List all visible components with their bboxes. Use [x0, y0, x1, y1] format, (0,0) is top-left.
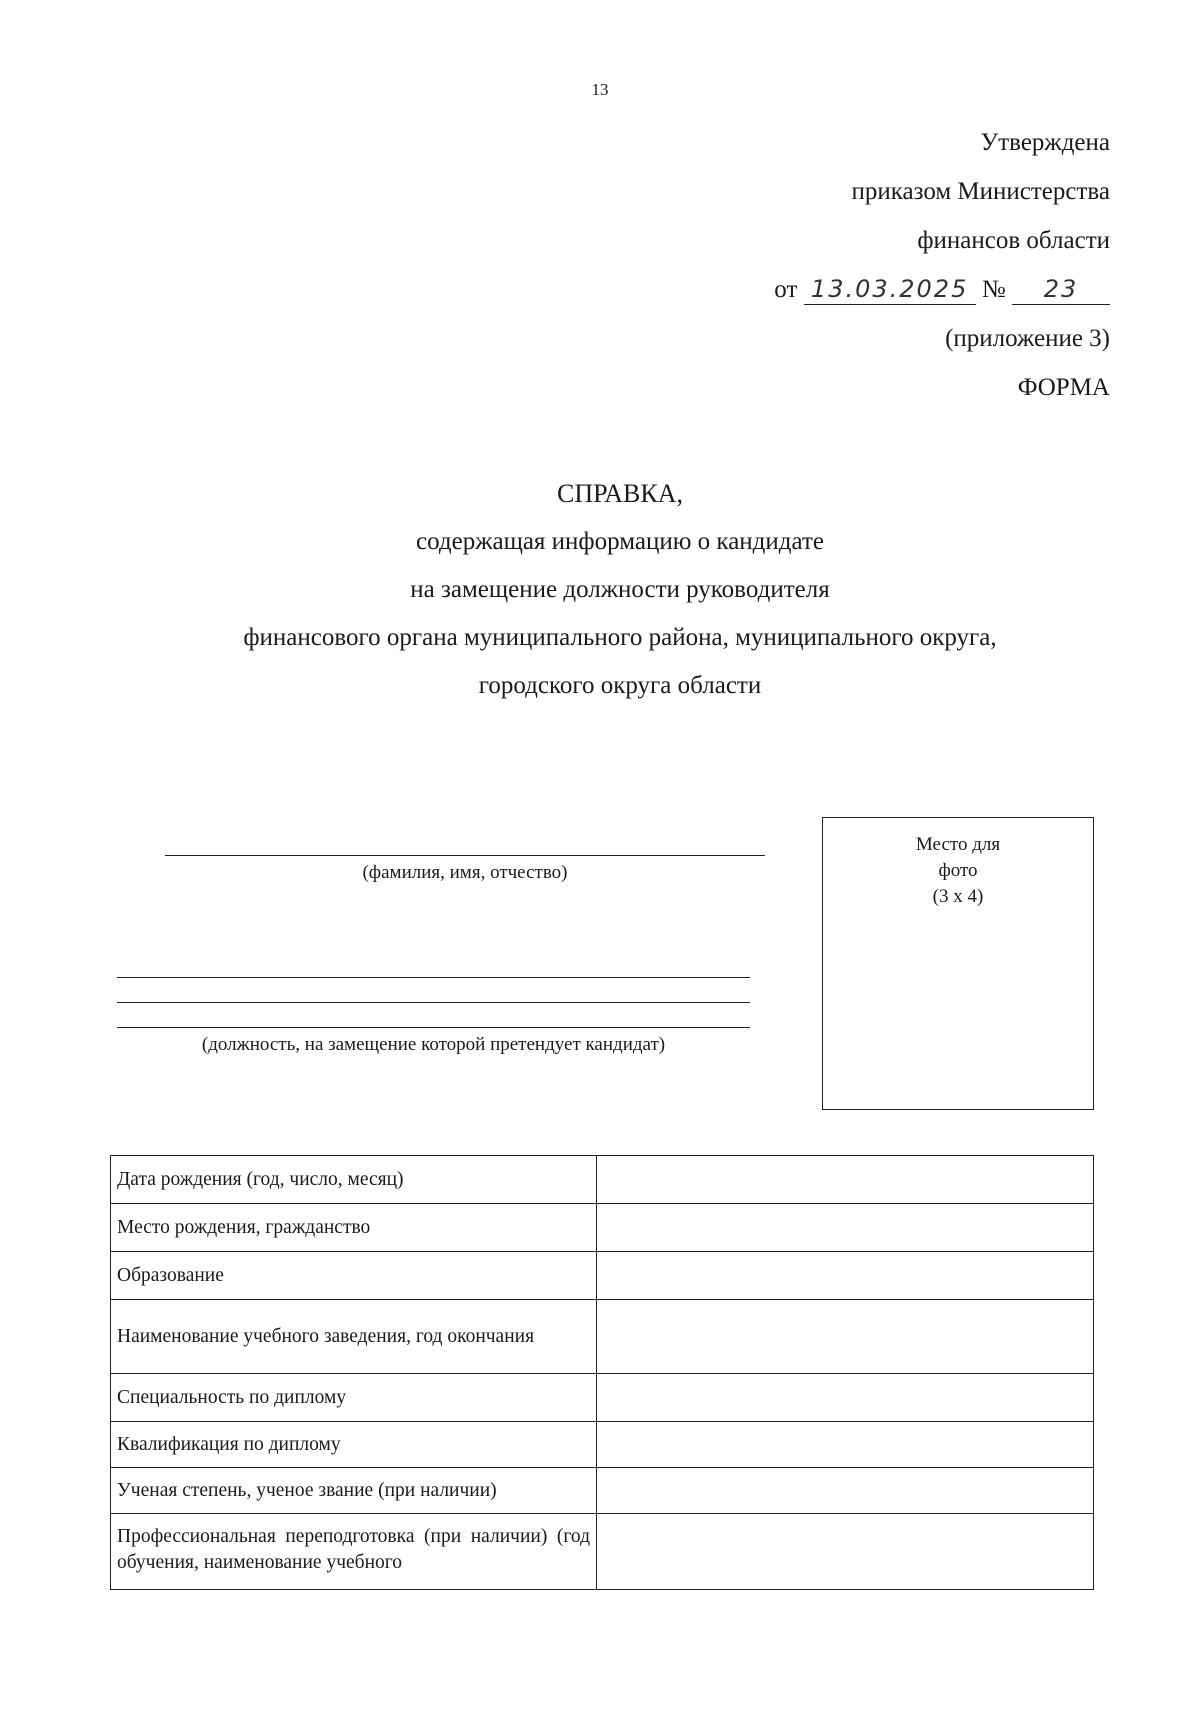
row-value-education[interactable] [597, 1252, 1094, 1300]
approval-block [774, 118, 1110, 412]
appendix-label: (приложение 3) [945, 325, 1110, 352]
title-line-1: содержащая информацию о кандидате [416, 528, 824, 555]
order-date-handwritten: 13.03.2025 [804, 274, 976, 305]
page-number: 13 [591, 80, 609, 99]
photo-label-line-2: фото [938, 860, 978, 881]
table-row [111, 1374, 1094, 1422]
table-row [111, 1300, 1094, 1374]
approval-line-order: приказом Министерства [851, 178, 1110, 205]
title-line-2: на замещение должности руководителя [410, 576, 830, 603]
table-row [111, 1468, 1094, 1514]
row-label-degree: Ученая степень, ученое звание (при наличии) [111, 1468, 597, 1514]
table-row [111, 1204, 1094, 1252]
form-label: ФОРМА [1017, 374, 1110, 401]
row-value-birth-date[interactable] [597, 1156, 1094, 1204]
photo-label-line-1: Место для [915, 834, 1001, 855]
photo-label-line-3: (3 х 4) [932, 886, 984, 907]
candidate-info-table [110, 1155, 1094, 1590]
order-number-handwritten: 23 [1012, 274, 1110, 305]
title-line-4: городского округа области [478, 672, 762, 699]
row-label-retraining: Профессиональная переподготовка (при наличии) (год обучения, наименование учебного [111, 1514, 597, 1590]
row-label-education: Образование [111, 1252, 597, 1300]
row-value-specialty[interactable] [597, 1374, 1094, 1422]
table-row [111, 1252, 1094, 1300]
row-value-qualification[interactable] [597, 1422, 1094, 1468]
title-main: СПРАВКА, [557, 479, 683, 508]
fio-caption: (фамилия, имя, отчество) [362, 862, 568, 883]
from-label: от [774, 276, 798, 303]
table-row [111, 1514, 1094, 1590]
approval-date-number-line [774, 265, 1110, 314]
approval-line-approved: Утверждена [980, 129, 1110, 156]
position-field-line-3[interactable] [117, 1027, 750, 1028]
row-value-retraining[interactable] [597, 1514, 1094, 1590]
position-caption: (должность, на замещение которой претендует кандидат) [201, 1034, 666, 1055]
row-value-institution[interactable] [597, 1300, 1094, 1374]
approval-line-ministry: финансов области [917, 227, 1110, 254]
fio-field-line[interactable] [165, 855, 765, 856]
title-line-3: финансового органа муниципального района, муниципального округа, [243, 624, 997, 651]
row-value-degree[interactable] [597, 1468, 1094, 1514]
row-label-institution: Наименование учебного заведения, год окончания [111, 1300, 597, 1374]
document-title [0, 470, 1200, 710]
photo-placeholder [822, 817, 1094, 1110]
row-label-specialty: Специальность по диплому [111, 1374, 597, 1422]
position-field-line-2[interactable] [117, 1002, 750, 1003]
table-row [111, 1422, 1094, 1468]
number-sign: № [981, 276, 1006, 303]
position-field-line-1[interactable] [117, 977, 750, 978]
row-label-birth-date: Дата рождения (год, число, месяц) [111, 1156, 597, 1204]
row-label-qualification: Квалификация по диплому [111, 1422, 597, 1468]
table-row [111, 1156, 1094, 1204]
row-label-birth-place: Место рождения, гражданство [111, 1204, 597, 1252]
row-value-birth-place[interactable] [597, 1204, 1094, 1252]
